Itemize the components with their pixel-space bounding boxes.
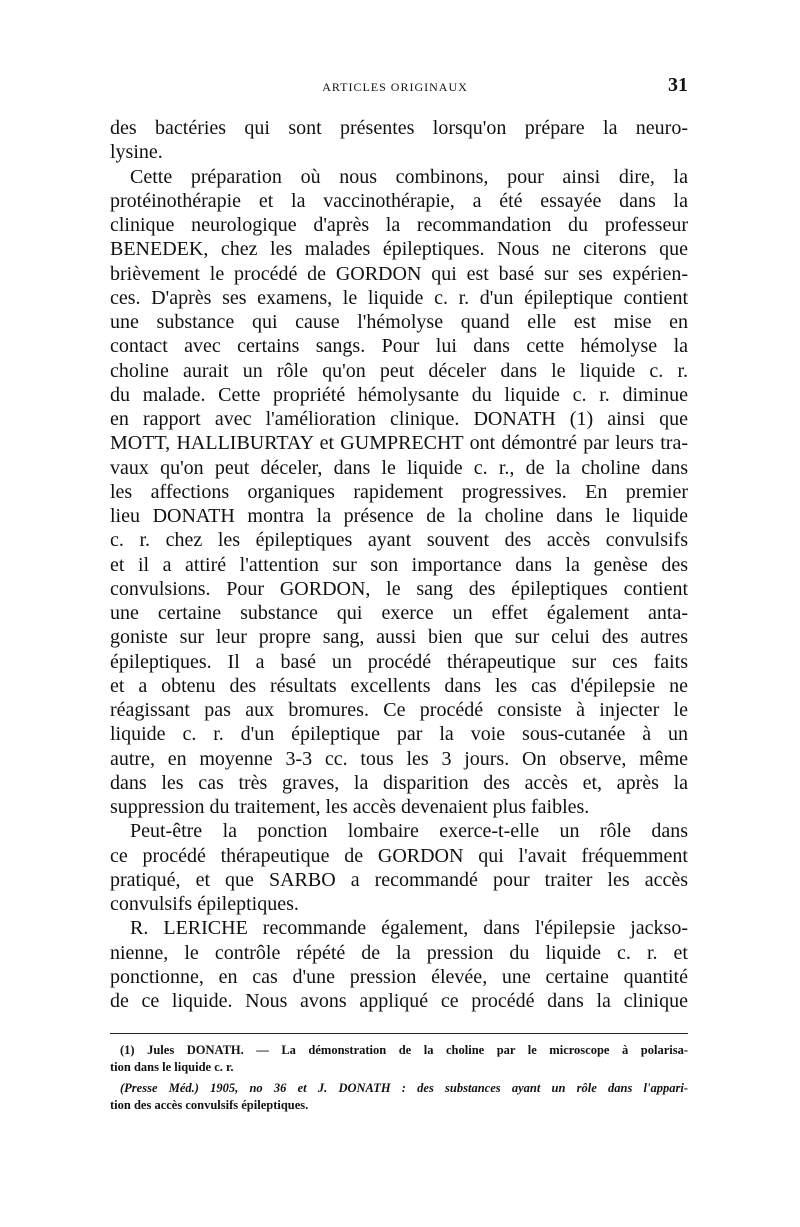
- text-line: en rapport avec l'amélioration clinique. DONATH (1) ainsi que: [110, 408, 688, 430]
- text-line: vaux qu'on peut déceler, dans le liquide c. r., de la choline dans: [110, 456, 688, 479]
- text-line: lysine.: [110, 141, 163, 164]
- text-line: protéinothérapie et la vaccinothérapie, a été essayée dans la: [110, 189, 688, 212]
- text-line: Cette préparation où nous combinons, pour ainsi dire, la: [130, 165, 688, 188]
- text-line: ponctionne, en cas d'une pression élevée, une certaine quantité: [110, 965, 688, 988]
- text-line: MOTT, HALLIBURTAY et GUMPRECHT ont démontré par leurs tra-: [110, 432, 688, 455]
- text-line: liquide c. r. d'un épileptique par la voie sous-cutanée à un: [110, 723, 688, 746]
- text-line: c. r. chez les épileptiques ayant souvent des accès convulsifs: [110, 529, 688, 552]
- text-line: clinique neurologique d'après la recommandation du professeur: [110, 214, 688, 236]
- footnote-line: tion des accès convulsifs épileptiques.: [110, 1098, 309, 1112]
- text-line: et a obtenu des résultats excellents dans les cas d'épilepsie ne: [110, 674, 688, 697]
- text-line: épileptiques. Il a basé un procédé thérapeutique sur ces faits: [110, 650, 688, 673]
- text-line: autre, en moyenne 3-3 cc. tous les 3 jours. On observe, même: [110, 747, 688, 770]
- text-line: Peut-être la ponction lombaire exerce-t-elle un rôle dans: [130, 820, 688, 843]
- text-line: choline aurait un rôle qu'on peut déceler dans le liquide c. r.: [110, 359, 688, 382]
- text-line: convulsions. Pour GORDON, le sang des épileptiques contient: [110, 577, 688, 600]
- text-line: une certaine substance qui exerce un effet également anta-: [110, 602, 688, 624]
- running-title: ARTICLES ORIGINAUX: [322, 80, 468, 94]
- text-line: nienne, le contrôle répété de la pression du liquide c. r. et: [110, 941, 688, 964]
- text-line: ce procédé thérapeutique de GORDON qui l'avait fréquemment: [110, 844, 688, 867]
- page-number: 31: [668, 74, 688, 96]
- footnote-line: (Presse Méd.) 1905, no 36 et J. DONATH : des substances ayant un rôle dans l'appari-: [120, 1081, 688, 1095]
- running-head: [110, 74, 688, 98]
- text-line: brièvement le procédé de GORDON qui est basé sur ses expérien-: [110, 262, 688, 285]
- text-line: BENEDEK, chez les malades épileptiques. Nous ne citerons que: [110, 238, 688, 261]
- text-line: du malade. Cette propriété hémolysante du liquide c. r. diminue: [110, 383, 688, 406]
- text-line: et il a attiré l'attention sur son importance dans la genèse des: [110, 553, 688, 576]
- text-line: une substance qui cause l'hémolyse quand elle est mise en: [110, 311, 688, 333]
- text-line: les affections organiques rapidement progressives. En premier: [110, 480, 688, 503]
- text-line: convulsifs épileptiques.: [110, 893, 299, 915]
- text-line: des bactéries qui sont présentes lorsqu'on prépare la neuro-: [110, 117, 688, 139]
- text-line: de ce liquide. Nous avons appliqué ce procédé dans la clinique: [110, 990, 688, 1012]
- footnote-line: tion dans le liquide c. r.: [110, 1060, 234, 1074]
- text-line: contact avec certains sangs. Pour lui dans cette hémolyse la: [110, 335, 688, 358]
- text-line: pratiqué, et que SARBO a recommandé pour traiter les accès: [110, 868, 688, 891]
- footnote-divider: [110, 1033, 688, 1034]
- text-line: R. LERICHE recommande également, dans l'épilepsie jackso-: [130, 917, 688, 940]
- text-line: lieu DONATH montra la présence de la choline dans le liquide: [110, 505, 688, 527]
- text-line: dans les cas très graves, la disparition des accès et, après la: [110, 771, 688, 794]
- text-line: réagissant pas aux bromures. Ce procédé consiste à injecter le: [110, 699, 688, 721]
- text-line: suppression du traitement, les accès devenaient plus faibles.: [110, 796, 590, 818]
- footnote-line: (1) Jules DONATH. — La démonstration de la choline par le microscope à polarisa-: [120, 1043, 688, 1057]
- text-line: goniste sur leur propre sang, aussi bien que sur celui des autres: [110, 626, 688, 649]
- text-line: ces. D'après ses examens, le liquide c. r. d'un épileptique contient: [110, 286, 688, 309]
